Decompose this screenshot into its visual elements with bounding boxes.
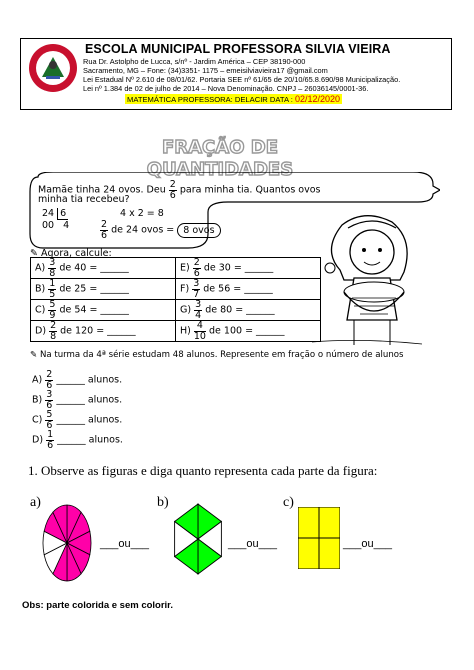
- figure-c-label: c): [283, 495, 294, 510]
- date: 02/12/2020: [294, 94, 340, 104]
- school-logo-icon: [28, 43, 78, 93]
- division-calc: 24 6 00 4: [42, 208, 70, 231]
- header-law-2: Lei nº 1.384 de 02 de julho de 2014 – Nova Denominação. CNPJ – 26036145/0001-36.: [83, 84, 369, 93]
- question-b: B) $\frac{3}{6}$ ______ alunos.: [32, 389, 123, 411]
- exercise-c: C) $\frac{5}{9}$ de 54 = ______: [31, 300, 176, 321]
- answer-result: 8 ovos: [177, 223, 220, 238]
- figure-c-rectangle: [298, 507, 340, 569]
- figure-b-blank: ___ou___: [228, 538, 277, 550]
- calc-instruction: ✎ Agora, calcule:: [30, 248, 112, 259]
- figure-a-circle: [42, 503, 92, 583]
- svg-text:FRAÇÃO DE: FRAÇÃO DE: [161, 137, 279, 158]
- problem-text-line2: minha tia recebeu?: [38, 194, 130, 205]
- exercise-g: G) $\frac{3}{4}$ de 80 = ______: [176, 300, 321, 321]
- figure-a-blank: ___ou___: [100, 538, 149, 550]
- question-c: C) $\frac{5}{6}$ ______ alunos.: [32, 409, 123, 431]
- question-d: D) $\frac{1}{6}$ ______ alunos.: [32, 429, 123, 451]
- answer-line: $\frac{2}{6}$ de 24 ovos = 8 ovos: [100, 220, 221, 240]
- figure-b-hexagon: [170, 503, 226, 575]
- observation-note: Obs: parte colorida e sem colorir.: [22, 600, 173, 611]
- exercise-b: B) $\frac{1}{5}$ de 25 = ______: [31, 279, 176, 300]
- exercise-f: F) $\frac{3}{7}$ de 56 = ______: [176, 279, 321, 300]
- school-name: ESCOLA MUNICIPAL PROFESSORA SILVIA VIEIRA: [85, 42, 391, 56]
- header-law-1: Lei Estadual Nº 2.610 de 08/01/62. Portaria SEE nº 61/65 de 20/10/65.8.690/98 Municipalização.: [83, 75, 401, 84]
- problem-fraction: $\frac{2}{6}$: [169, 179, 176, 201]
- header-address: Rua Dr. Astolpho de Lucca, s/nº - Jardim América – CEP 38190-000: [83, 57, 306, 66]
- exercise-table: [30, 257, 321, 342]
- header-contact: Sacramento, MG – Fone: (34)3351- 1175 – emeisilviavieira17 @gmail.com: [83, 66, 328, 75]
- exercise-h: H) $\frac{4}{10}$ de 100 = ______: [176, 321, 321, 342]
- figure-a-label: a): [30, 495, 41, 510]
- question-a: A) $\frac{2}{6}$ ______ alunos.: [32, 369, 123, 391]
- observe-instruction: 1. Observe as figuras e diga quanto representa cada parte da figura:: [28, 463, 378, 478]
- exercise-d: D) $\frac{2}{8}$ de 120 = ______: [31, 321, 176, 342]
- svg-text:QUANTIDADES: QUANTIDADES: [146, 159, 294, 179]
- problem-text-line1: Mamãe tinha 24 ovos. Deu $\frac{2}{6}$ para minha tia. Quantos ovos: [38, 179, 321, 201]
- class-problem: ✎ Na turma da 4ª série estudam 48 alunos. Represente em fração o número de alunos: [30, 350, 404, 360]
- exercise-e: E) $\frac{2}{6}$ de 30 = ______: [176, 258, 321, 279]
- subject-line: MATEMÁTICA PROFESSORA: DELACIR DATA : 02/12/2020: [127, 94, 340, 104]
- figure-b-label: b): [157, 495, 169, 510]
- multiplication: 4 x 2 = 8: [120, 208, 164, 219]
- exercise-a: A) $\frac{3}{8}$ de 40 = ______: [31, 258, 176, 279]
- figure-c-blank: ___ou___: [343, 538, 392, 550]
